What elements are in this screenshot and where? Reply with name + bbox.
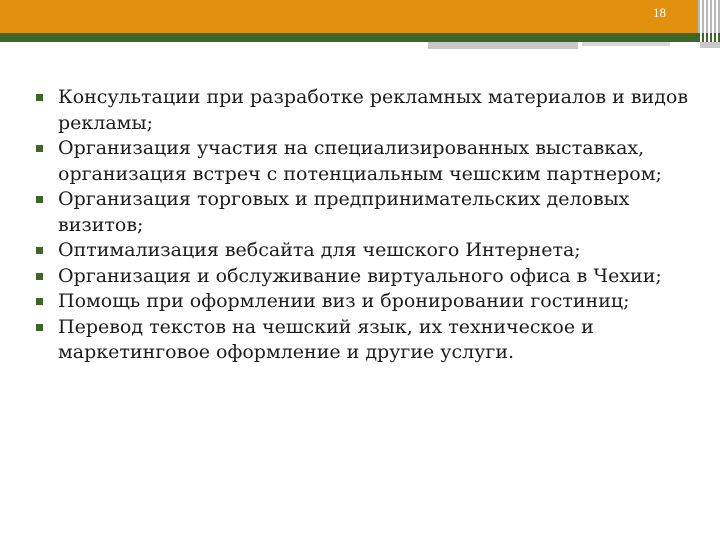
list-item-text: Организация торговых и предпринимательских деловых визитов; <box>58 188 630 236</box>
square-bullet-icon <box>36 273 43 280</box>
square-bullet-icon <box>36 298 43 305</box>
list-item-text: Перевод текстов на чешский язык, их техническое и маркетинговое оформление и другие услуги. <box>58 315 594 363</box>
list-item <box>36 136 706 187</box>
header-orange-band <box>0 0 698 33</box>
services-bullet-list <box>36 85 706 366</box>
list-item <box>36 315 706 366</box>
square-bullet-icon <box>36 324 43 331</box>
header-green-band <box>0 33 698 42</box>
list-item-text: Консультации при разработке рекламных материалов и видов рекламы; <box>58 86 689 134</box>
header-sub-bar <box>700 42 720 48</box>
square-bullet-icon <box>36 94 43 101</box>
list-item-text: Оптимализация вебсайта для чешского Интернета; <box>58 239 581 261</box>
square-bullet-icon <box>36 247 43 254</box>
square-bullet-icon <box>36 196 43 203</box>
list-item <box>36 289 706 315</box>
list-item-text: Организация участия на специализированных выставках, организация встреч с потенциальным чешским партнером; <box>58 137 662 185</box>
header-sub-bar <box>582 42 670 46</box>
list-item <box>36 238 706 264</box>
list-item <box>36 85 706 136</box>
page-number: 18 <box>653 5 666 20</box>
header-stripe-decoration <box>698 0 720 42</box>
square-bullet-icon <box>36 145 43 152</box>
header-sub-bar <box>428 42 578 49</box>
list-item <box>36 187 706 238</box>
list-item-text: Помощь при оформлении виз и бронировании гостиниц; <box>58 290 630 312</box>
list-item-text: Организация и обслуживание виртуального офиса в Чехии; <box>58 264 662 287</box>
list-item <box>36 264 706 290</box>
